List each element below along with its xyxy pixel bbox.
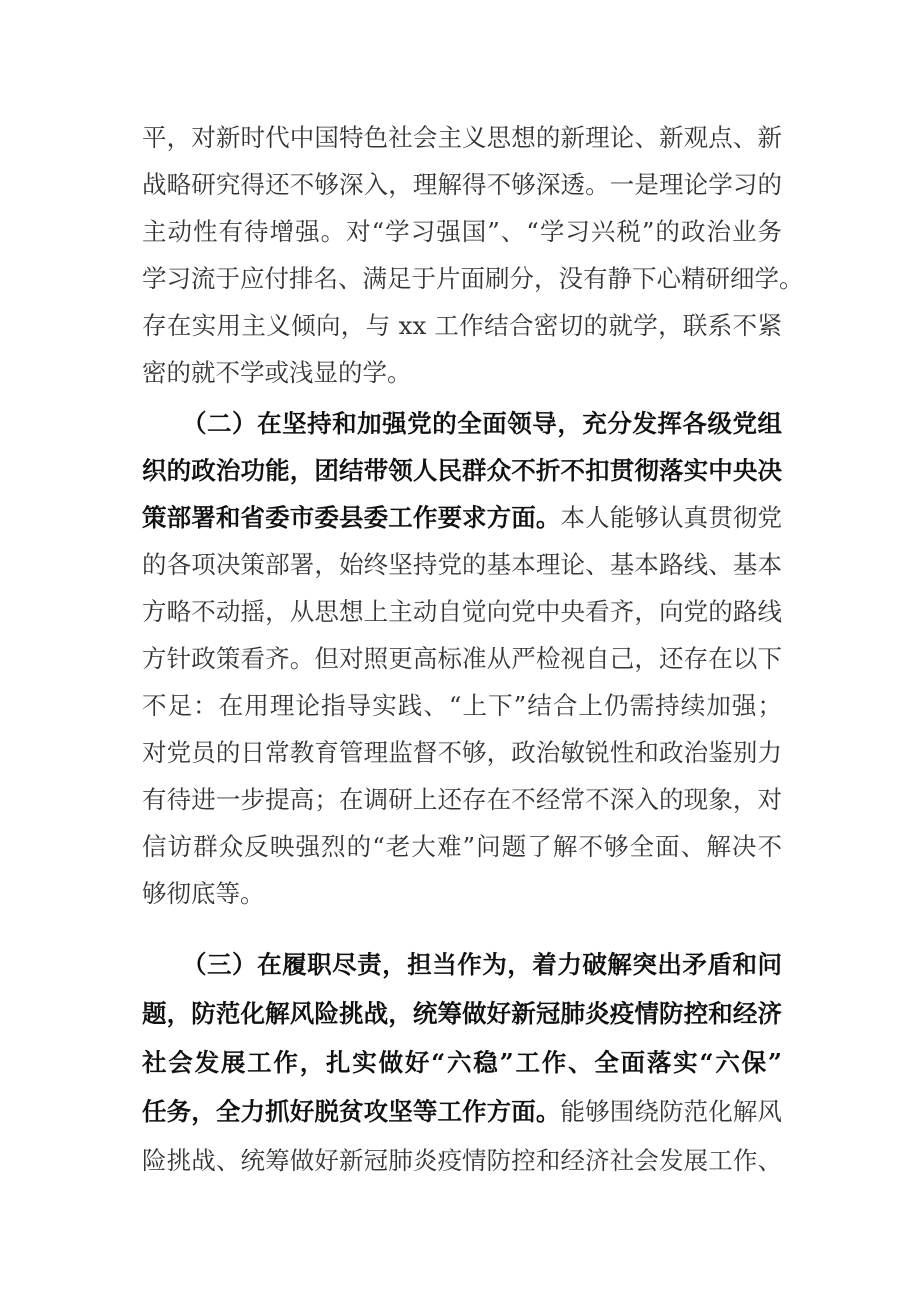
paragraph-3-heading-line-2: 题，防范化解风险挑战，统筹做好新冠肺炎疫情防控和经济 [142, 999, 782, 1028]
paragraph-3-heading-line-1: （三）在履职尽责，担当作为，着力破解突出矛盾和问 [182, 950, 782, 979]
paragraph-2-line-6: 方针政策看齐。但对照更高标准从严检视自己，还存在以下 [142, 644, 782, 673]
paragraph-2-line-4: 的各项决策部署，始终坚持党的基本理论、基本路线、基本 [142, 550, 782, 579]
paragraph-1-line-3: 主动性有待增强。对“学习强国”、“学习兴税”的政治业务 [142, 217, 782, 246]
paragraph-2-line-8: 对党员的日常教育管理监督不够，政治敏锐性和政治鉴别力 [142, 738, 782, 767]
paragraph-2-heading-line-2: 织的政治功能，团结带领人民群众不折不扣贯彻落实中央决 [142, 456, 782, 485]
paragraph-1-line-5: 存在实用主义倾向，与 xx 工作结合密切的就学，联系不紧 [142, 311, 782, 340]
paragraph-3-heading-end: 任务，全力抓好脱贫攻坚等工作方面。 [142, 1097, 561, 1126]
paragraph-2-line-5: 方略不动摇，从思想上主动自觉向党中央看齐，向党的路线 [142, 597, 782, 626]
paragraph-1-line-4: 学习流于应付排名、满足于片面刷分，没有静下心精研细学。 [142, 264, 804, 293]
paragraph-1-line-1: 平，对新时代中国特色社会主义思想的新理论、新观点、新 [142, 123, 782, 152]
paragraph-3-line-5: 险挑战、统筹做好新冠肺炎疫情防控和经济社会发展工作、 [142, 1146, 782, 1175]
paragraph-1-line-2: 战略研究得还不够深入，理解得不够深透。一是理论学习的 [142, 170, 782, 199]
paragraph-2-heading-line-1: （二）在坚持和加强党的全面领导，充分发挥各级党组 [182, 409, 782, 438]
paragraph-3-heading-line-3: 社会发展工作，扎实做好“六稳”工作、全面落实“六保” [142, 1048, 782, 1077]
paragraph-2-body-start: 本人能够认真贯彻党 [560, 503, 783, 532]
paragraph-2-line-10: 信访群众反映强烈的“老大难”问题了解不够全面、解决不 [142, 832, 782, 861]
paragraph-3-mixed-line [142, 1092, 782, 1132]
paragraph-2-line-11: 够彻底等。 [142, 879, 265, 908]
paragraph-2-line-7: 不足：在用理论指导实践、“上下”结合上仍需持续加强； [142, 691, 782, 720]
paragraph-1-line-6: 密的就不学或浅显的学。 [142, 358, 412, 387]
paragraph-2-heading-end: 策部署和省委市委县委工作要求方面。 [142, 503, 561, 532]
paragraph-3-body-start: 能够围绕防范化解风 [560, 1097, 783, 1126]
paragraph-2-line-9: 有待进一步提高；在调研上还存在不经常不深入的现象，对 [142, 785, 782, 814]
paragraph-2-mixed-line [142, 498, 782, 538]
